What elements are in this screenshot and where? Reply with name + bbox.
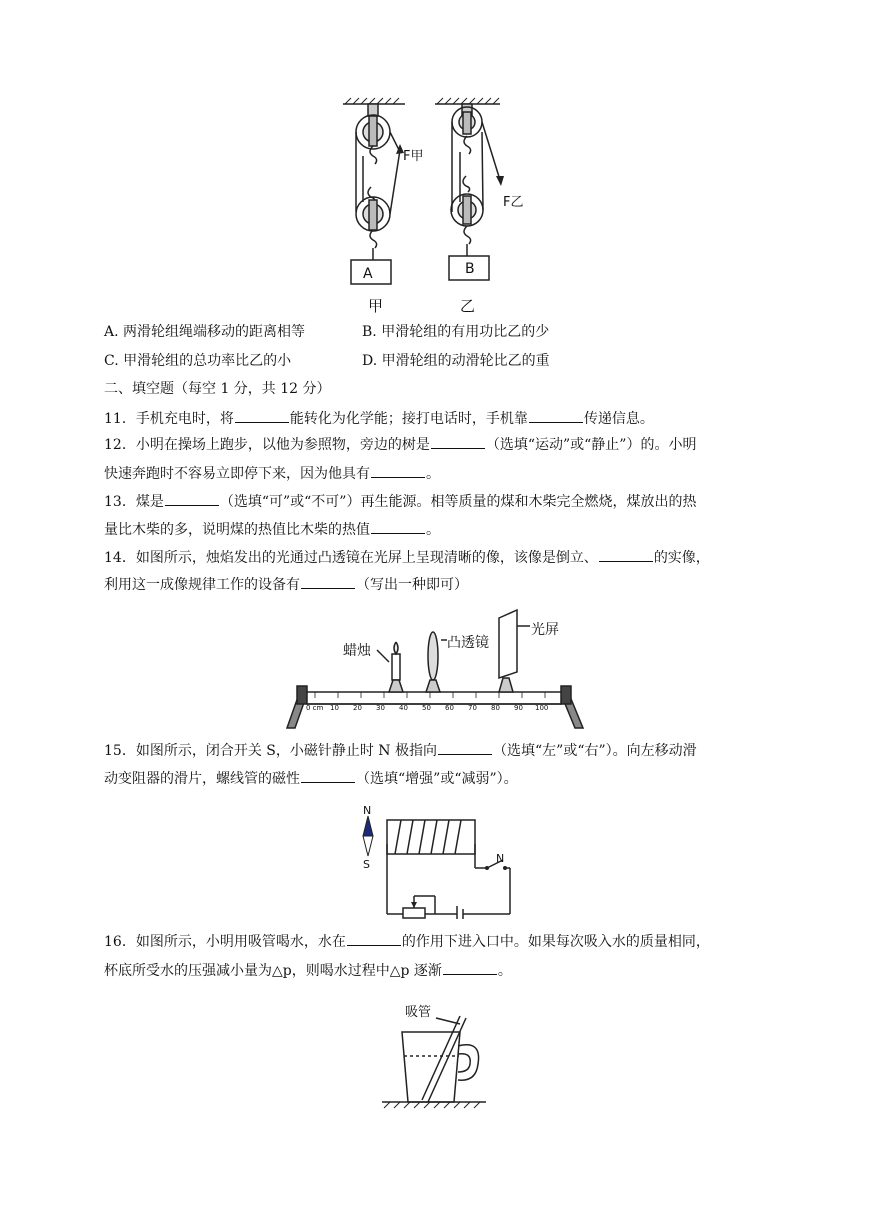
tick-10: 10 bbox=[330, 704, 339, 712]
compass-s-label: S bbox=[363, 858, 370, 871]
q11-blank-1[interactable] bbox=[235, 408, 289, 423]
q15-blank-1[interactable] bbox=[438, 740, 492, 755]
q13-text-2: （选填“可”或“不可”）再生能源。相等质量的煤和木柴完全燃烧，煤放出的热 bbox=[219, 494, 697, 510]
q15-text-3: 动变阻器的滑片，螺线管的磁性 bbox=[104, 771, 300, 787]
tick-90: 90 bbox=[514, 704, 523, 712]
section-2-title: 二、填空题（每空 1 分，共 12 分） bbox=[104, 381, 331, 397]
tick-0: 0 cm bbox=[306, 704, 324, 712]
question-16-line-2 bbox=[104, 960, 512, 981]
q11-text-2: 能转化为化学能；接打电话时，手机靠 bbox=[289, 411, 528, 427]
q13-text-1: 13．煤是 bbox=[104, 494, 164, 510]
label-jia: 甲 bbox=[368, 297, 384, 315]
question-12-line-2 bbox=[104, 463, 440, 484]
option-a: A. 两滑轮组绳端移动的距离相等 bbox=[104, 324, 306, 340]
tick-30: 30 bbox=[376, 704, 385, 712]
solenoid-circuit-figure bbox=[355, 804, 515, 919]
q14-blank-1[interactable] bbox=[599, 547, 653, 562]
question-14-line-1 bbox=[104, 547, 710, 568]
tick-70: 70 bbox=[468, 704, 477, 712]
q16-text-4: 。 bbox=[497, 963, 512, 979]
q12-text-3: 快速奔跑时不容易立即停下来，因为他具有 bbox=[104, 466, 370, 482]
q14-blank-2[interactable] bbox=[301, 574, 355, 589]
q14-text-4: （写出一种即可） bbox=[356, 577, 468, 593]
tick-40: 40 bbox=[399, 704, 408, 712]
q13-text-4: 。 bbox=[426, 522, 440, 538]
cup-straw-figure bbox=[380, 998, 490, 1113]
q13-blank-1[interactable] bbox=[165, 491, 219, 506]
question-15-line-2 bbox=[104, 768, 518, 789]
tick-50: 50 bbox=[422, 704, 431, 712]
option-b: B. 甲滑轮组的有用功比乙的少 bbox=[362, 324, 550, 340]
q12-text-2: （选填“运动”或“静止”）的。小明 bbox=[485, 437, 697, 453]
q15-text-1: 15．如图所示，闭合开关 S，小磁针静止时 N 极指向 bbox=[104, 743, 438, 759]
q16-text-2: 的作用下进入口中。如果每次吸入水的质量相同， bbox=[401, 934, 710, 950]
q14-text-3: 利用这一成像规律工作的设备有 bbox=[104, 577, 300, 593]
q16-blank-1[interactable] bbox=[347, 931, 401, 946]
question-15-line-1 bbox=[104, 740, 697, 761]
option-c: C. 甲滑轮组的总功率比乙的小 bbox=[104, 353, 292, 369]
candle-label: 蜡烛 bbox=[343, 643, 371, 659]
tick-100: 100 bbox=[535, 704, 549, 712]
q14-text-2: 的实像， bbox=[653, 550, 710, 566]
q16-text-1: 16．如图所示，小明用吸管喝水，水在 bbox=[104, 934, 346, 950]
straw-label: 吸管 bbox=[405, 1005, 432, 1020]
q14-text-1: 14．如图所示，烛焰发出的光通过凸透镜在光屏上呈现清晰的像，该像是倒立、 bbox=[104, 550, 598, 566]
box-b-label: B bbox=[465, 261, 475, 277]
question-13-line-2 bbox=[104, 519, 440, 540]
q11-blank-2[interactable] bbox=[529, 408, 583, 423]
q15-blank-2[interactable] bbox=[301, 768, 355, 783]
screen-label: 光屏 bbox=[531, 622, 559, 638]
question-16-line-1 bbox=[104, 931, 710, 952]
q16-blank-2[interactable] bbox=[443, 960, 497, 975]
tick-20: 20 bbox=[353, 704, 362, 712]
q13-text-3: 量比木柴的多，说明煤的热值比木柴的热值 bbox=[104, 522, 370, 538]
question-13-line-1 bbox=[104, 491, 696, 512]
switch-label: N bbox=[496, 852, 505, 865]
q12-text-4: 。 bbox=[426, 466, 440, 482]
q12-blank-1[interactable] bbox=[431, 434, 485, 449]
force-yi-label: F乙 bbox=[503, 195, 524, 210]
force-jia-label: F甲 bbox=[403, 149, 424, 164]
lens-label: 凸透镜 bbox=[447, 635, 489, 651]
tick-80: 80 bbox=[491, 704, 500, 712]
q11-text-1: 11．手机充电时，将 bbox=[104, 411, 234, 427]
question-11 bbox=[104, 408, 654, 429]
q11-text-3: 传递信息。 bbox=[583, 411, 654, 427]
box-a-label: A bbox=[363, 266, 373, 282]
question-14-line-2 bbox=[104, 574, 468, 595]
q12-text-1: 12．小明在操场上跑步，以他为参照物，旁边的树是 bbox=[104, 437, 430, 453]
q15-text-4: （选填“增强”或“减弱”）。 bbox=[356, 771, 518, 787]
q13-blank-2[interactable] bbox=[371, 519, 425, 534]
tick-60: 60 bbox=[445, 704, 454, 712]
q15-text-2: （选填“左”或“右”）。向左移动滑 bbox=[493, 743, 697, 759]
q16-text-3: 杯底所受水的压强减小量为△p，则喝水过程中△p 逐渐 bbox=[104, 963, 442, 979]
option-d: D. 甲滑轮组的动滑轮比乙的重 bbox=[362, 353, 550, 369]
q12-blank-2[interactable] bbox=[371, 463, 425, 478]
question-12-line-1 bbox=[104, 434, 696, 455]
compass-n-label: N bbox=[363, 804, 372, 817]
label-yi: 乙 bbox=[460, 297, 476, 315]
